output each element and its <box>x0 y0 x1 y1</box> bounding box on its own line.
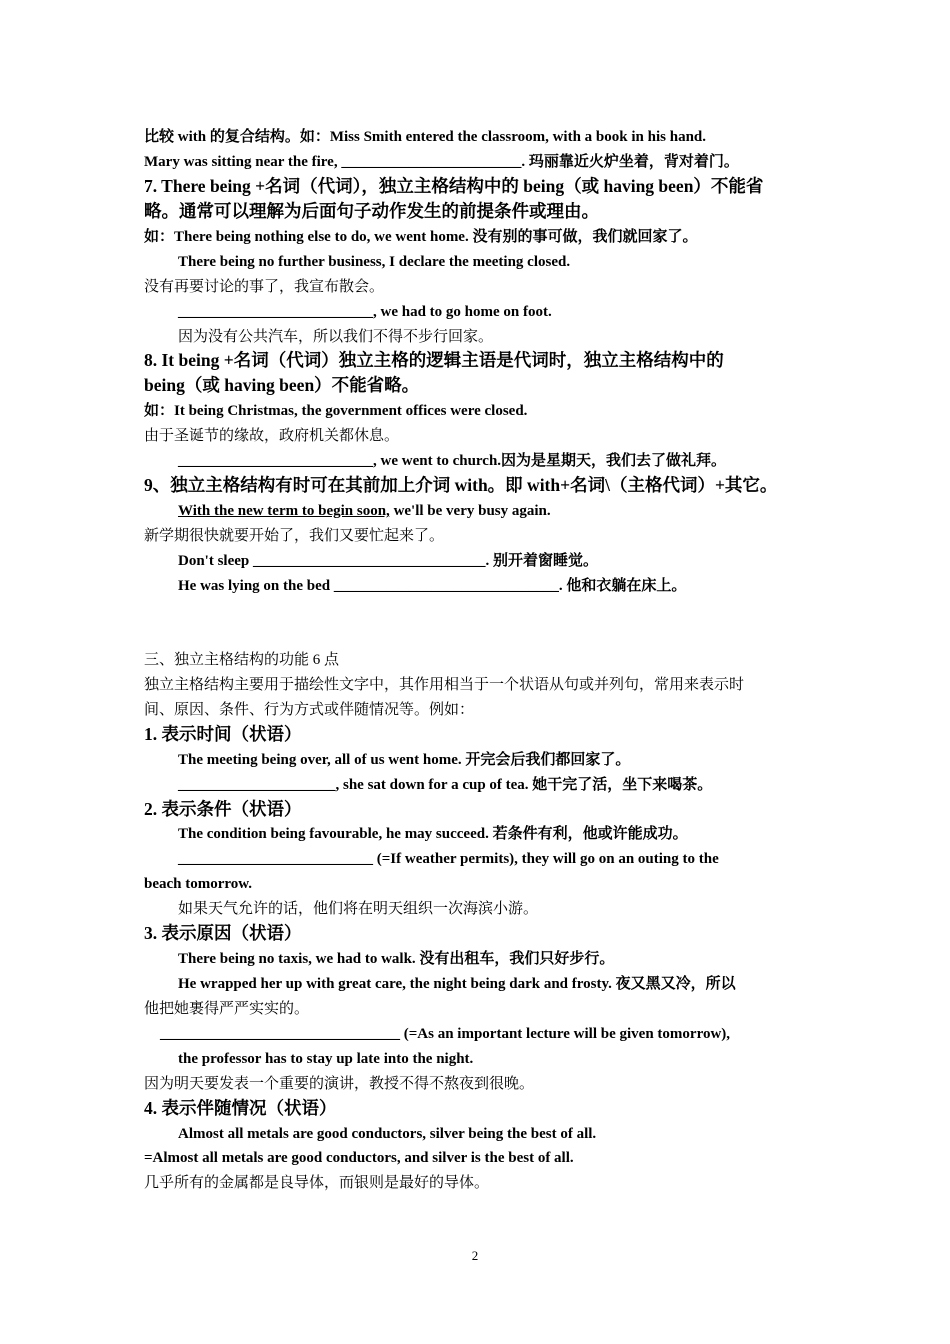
text-line: 因为明天要发表一个重要的演讲，教授不得不熬夜到很晚。 <box>144 1076 535 1092</box>
text-line: There being no further business, I declare the meeting closed. <box>178 254 571 270</box>
text-line: 没有再要讨论的事了，我宣布散会。 <box>144 279 385 295</box>
text-line: the professor has to stay up late into the night. <box>178 1051 474 1067</box>
text-line: 独立主格结构主要用于描绘性文字中，其作用相当于一个状语从句或并列句，常用来表示时 <box>144 677 745 693</box>
blank-exercise: ________________________________ (=As an important lecture will be given tomorrow), <box>160 1026 731 1042</box>
blank-exercise: He was lying on the bed ______________________________. 他和衣躺在床上。 <box>178 578 687 594</box>
section-heading: 7. There being +名词（代词），独立主格结构中的 being（或 having been）不能省 <box>144 176 764 196</box>
section-heading: 略。通常可以理解为后面句子动作发生的前提条件或理由。 <box>144 201 599 221</box>
section-title: 三、独立主格结构的功能 6 点 <box>144 652 340 668</box>
underlined-phrase: With the new term to begin soon, <box>178 503 390 519</box>
text-line: 因为没有公共汽车，所以我们不得不步行回家。 <box>178 329 494 345</box>
text-line: 新学期很快就要开始了，我们又要忙起来了。 <box>144 528 445 544</box>
section-heading: 9、独立主格结构有时可在其前加上介词 with。即 with+名词\（主格代词）+其它。 <box>144 475 778 495</box>
text-line: The condition being favourable, he may succeed. 若条件有利，他或许能成功。 <box>178 826 688 842</box>
text-line: 他把她裹得严严实实的。 <box>144 1001 310 1017</box>
text-line: 如：It being Christmas, the government offices were closed. <box>144 403 528 419</box>
text-line: 间、原因、条件、行为方式或伴随情况等。例如： <box>144 702 475 718</box>
subsection-heading: 2. 表示条件（状语） <box>144 799 302 819</box>
text-line: beach tomorrow. <box>144 876 253 892</box>
text-line: He wrapped her up with great care, the night being dark and frosty. 夜又黑又冷，所以 <box>178 976 736 992</box>
example-sentence: With the new term to begin soon, we'll be very busy again. <box>178 503 551 519</box>
section-heading: 8. It being +名词（代词）独立主格的逻辑主语是代词时，独立主格结构中的 <box>144 350 724 370</box>
text-line: 如：There being nothing else to do, we went home. 没有别的事可做，我们就回家了。 <box>144 229 698 245</box>
text-line: 如果天气允许的话，他们将在明天组织一次海滨小游。 <box>178 901 539 917</box>
text-line: 由于圣诞节的缘故，政府机关都休息。 <box>144 428 400 444</box>
page-number: 2 <box>471 1248 479 1263</box>
text-line: =Almost all metals are good conductors, and silver is the best of all. <box>144 1150 574 1166</box>
subsection-heading: 3. 表示原因（状语） <box>144 923 302 943</box>
blank-exercise: __________________________ (=If weather permits), they will go on an outing to the <box>178 851 719 867</box>
text-line: 比较 with 的复合结构。如：Miss Smith entered the classroom, with a book in his hand. <box>144 129 707 145</box>
blank-exercise: Don't sleep _______________________________. 别开着窗睡觉。 <box>178 553 599 569</box>
text-line: The meeting being over, all of us went home. 开完会后我们都回家了。 <box>178 752 631 768</box>
blank-exercise: __________________________, we had to go home on foot. <box>178 304 552 320</box>
section-heading: being（或 having been）不能省略。 <box>144 375 420 395</box>
subsection-heading: 1. 表示时间（状语） <box>144 724 302 744</box>
subsection-heading: 4. 表示伴随情况（状语） <box>144 1098 337 1118</box>
blank-exercise: _____________________, she sat down for a cup of tea. 她干完了活，坐下来喝茶。 <box>178 777 713 793</box>
text-line: Mary was sitting near the fire, ________________________. 玛丽靠近火炉坐着，背对着门。 <box>144 154 739 170</box>
text-line: Almost all metals are good conductors, silver being the best of all. <box>178 1126 597 1142</box>
text-line: There being no taxis, we had to walk. 没有出租车，我们只好步行。 <box>178 951 615 967</box>
blank-exercise: __________________________, we went to church.因为是星期天，我们去了做礼拜。 <box>178 453 727 469</box>
text-line: 几乎所有的金属都是良导体，而银则是最好的导体。 <box>144 1175 490 1191</box>
